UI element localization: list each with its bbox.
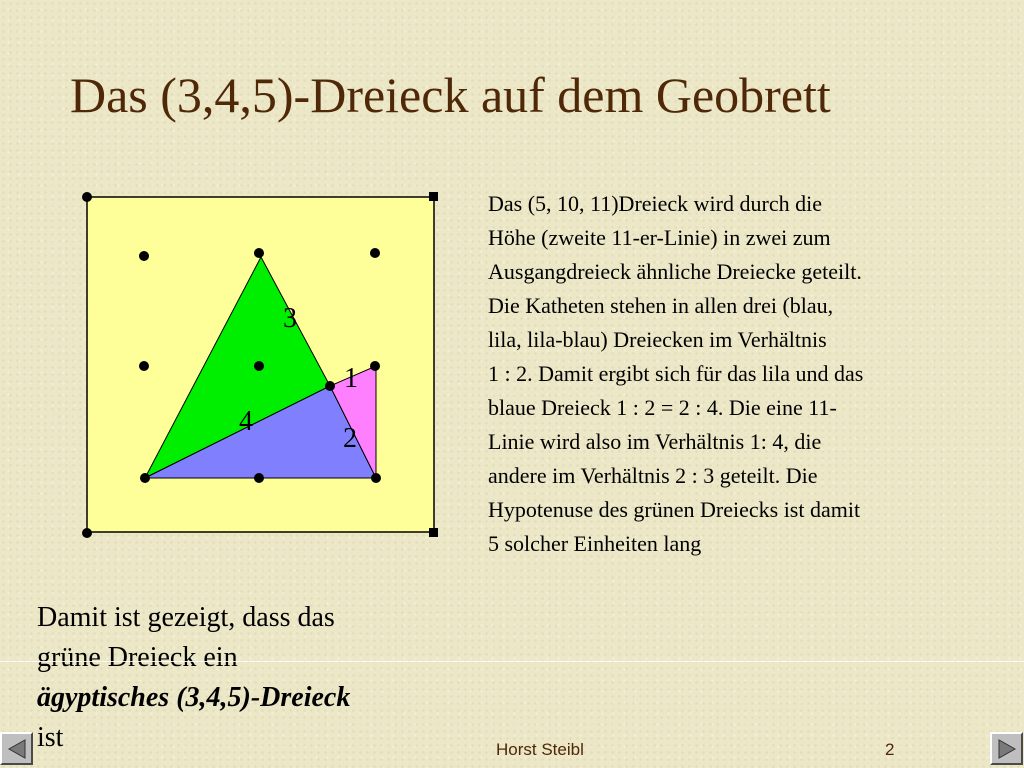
- peg: [82, 528, 92, 538]
- label-hypotenuse-3: 3: [283, 303, 297, 334]
- triangle-right-icon: [996, 738, 1018, 760]
- previous-slide-button[interactable]: [0, 732, 33, 765]
- peg: [254, 361, 264, 371]
- description-line: 5 solcher Einheiten lang: [488, 531, 702, 556]
- peg: [325, 381, 335, 391]
- description-line: Die Katheten stehen in allen drei (blau,: [488, 293, 834, 318]
- slide-title: Das (3,4,5)-Dreieck auf dem Geobrett: [70, 67, 831, 123]
- peg: [140, 473, 150, 483]
- peg-square: [429, 528, 438, 537]
- description-line: Hypotenuse des grünen Dreiecks ist damit: [488, 497, 861, 522]
- peg: [254, 248, 264, 258]
- peg: [370, 361, 380, 371]
- peg: [139, 251, 149, 261]
- page-number: 2: [885, 740, 895, 759]
- peg: [139, 361, 149, 371]
- description-text: [488, 187, 978, 561]
- footer-divider: [0, 661, 1024, 662]
- peg: [82, 192, 92, 202]
- geoboard-figure: [0, 0, 460, 560]
- description-line: Ausgangdreieck ähnliche Dreiecke geteilt.: [488, 259, 862, 284]
- description-line: andere im Verhältnis 2 : 3 geteilt. Die: [488, 463, 818, 488]
- description-line: 1 : 2. Damit ergibt sich für das lila und das: [488, 361, 864, 386]
- peg: [254, 473, 264, 483]
- peg-square: [429, 192, 438, 201]
- label-side-4: 4: [239, 406, 253, 437]
- description-line: Das (5, 10, 11)Dreieck wird durch die: [488, 191, 822, 216]
- description-line: Höhe (zweite 11-er-Linie) in zwei zum: [488, 225, 831, 250]
- description-line: lila, lila-blau) Dreiecken im Verhältnis: [488, 327, 827, 352]
- next-slide-button[interactable]: [990, 732, 1023, 765]
- peg: [371, 473, 381, 483]
- conclusion-line: Damit ist gezeigt, dass das: [37, 602, 335, 633]
- conclusion-text: [37, 598, 350, 758]
- description-line: blaue Dreieck 1 : 2 = 2 : 4. Die eine 11-: [488, 395, 837, 420]
- conclusion-line: grüne Dreieck ein: [37, 642, 238, 673]
- triangle-left-icon: [6, 738, 28, 760]
- label-side-2: 2: [343, 423, 357, 454]
- description-line: Linie wird also im Verhältnis 1: 4, die: [488, 429, 822, 454]
- peg: [370, 248, 380, 258]
- footer-author: Horst Steibl: [496, 740, 584, 759]
- conclusion-line: ist: [37, 722, 64, 753]
- label-side-1: 1: [344, 363, 358, 394]
- conclusion-emphasis: ägyptisches (3,4,5)-Dreieck: [37, 682, 351, 713]
